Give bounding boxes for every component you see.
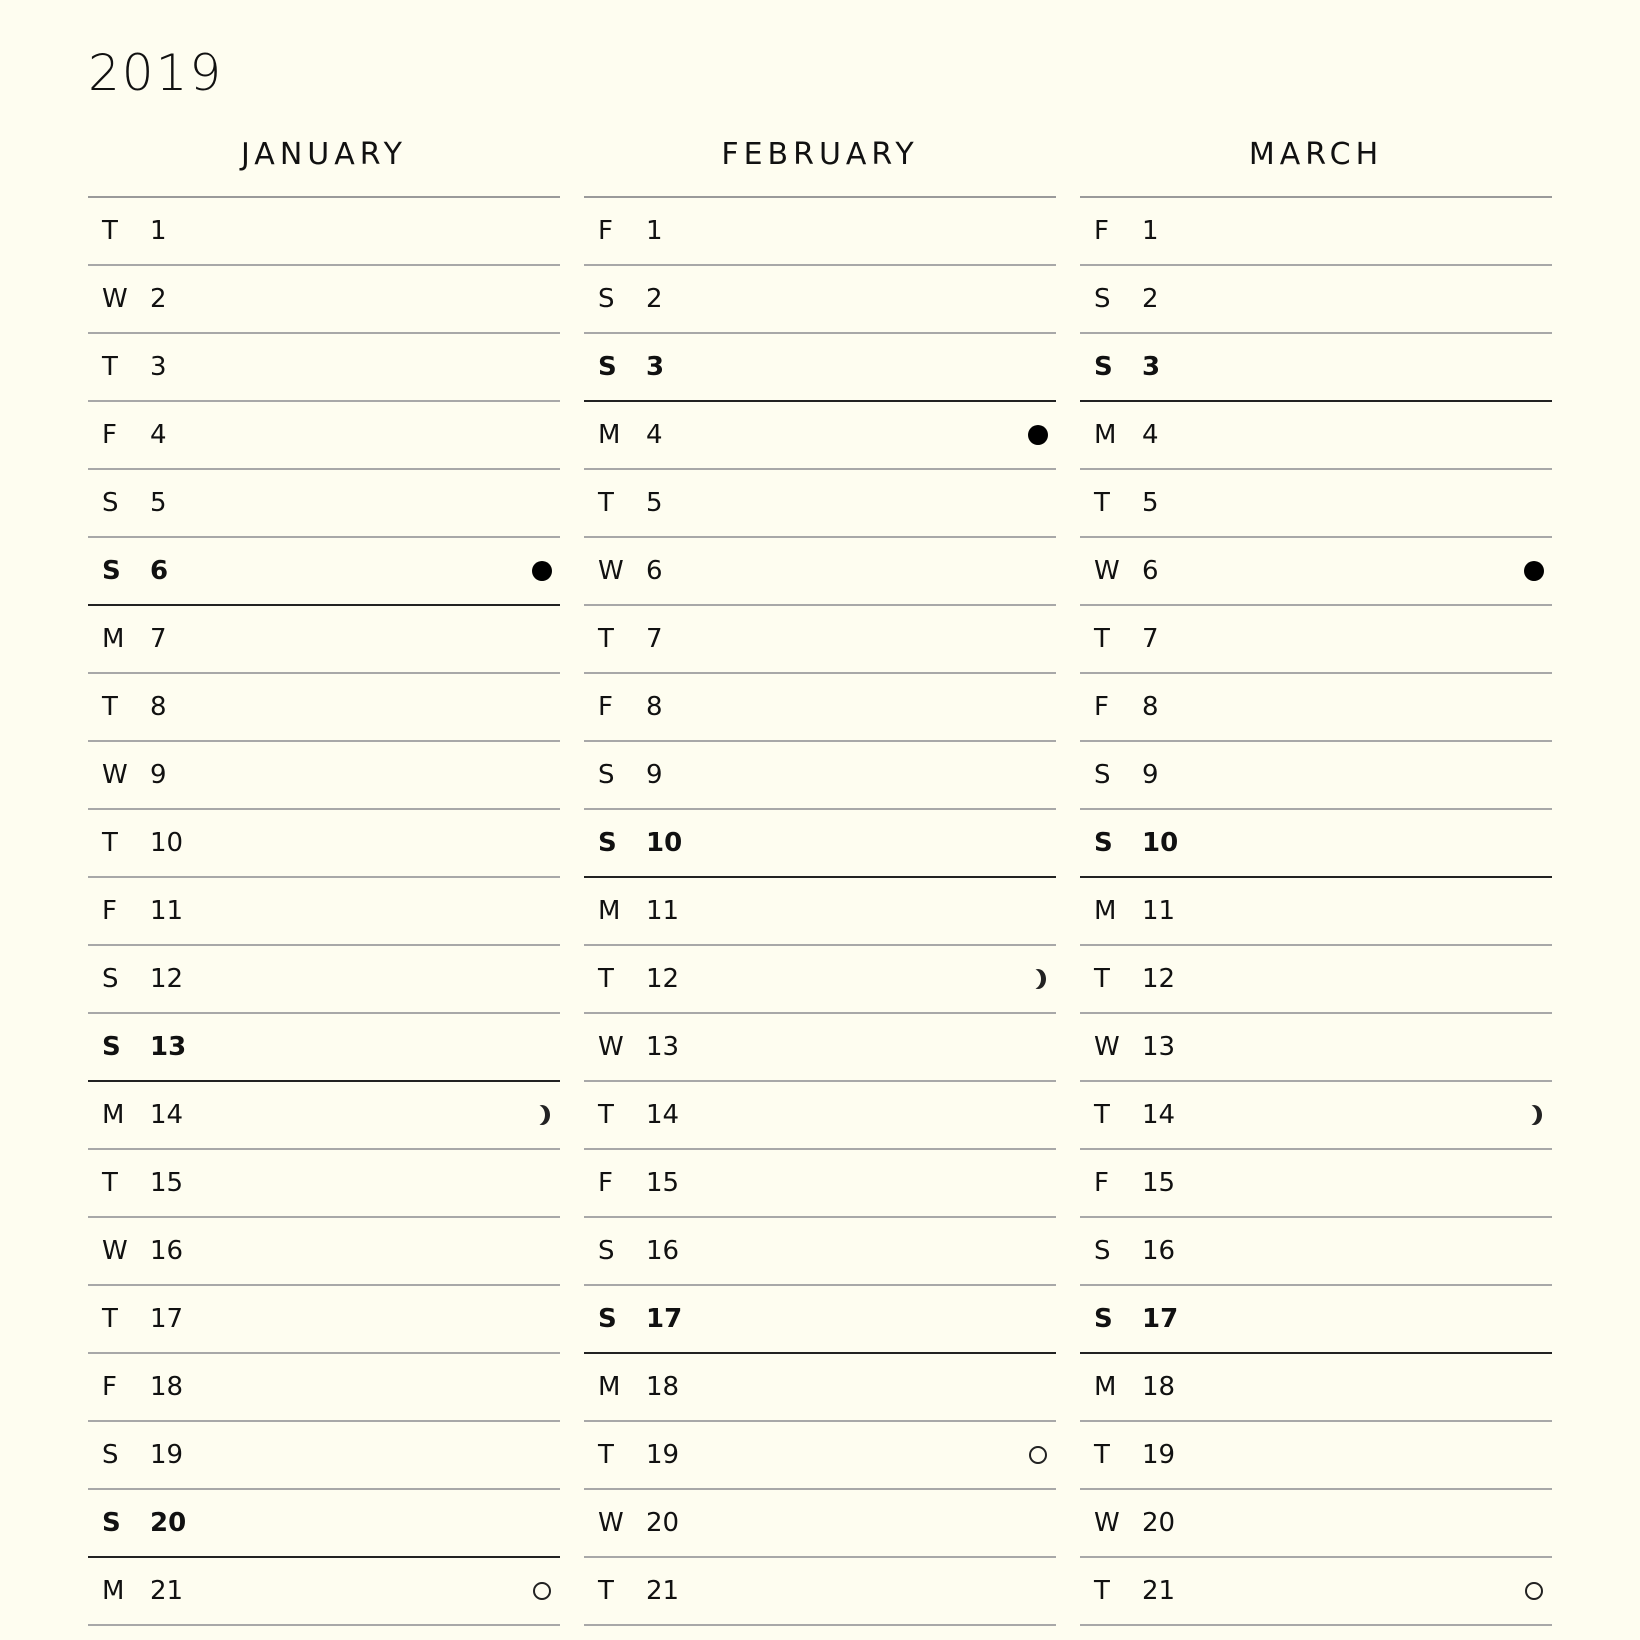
day-row: [1080, 402, 1552, 470]
day-row: [88, 1082, 560, 1150]
day-row: [584, 878, 1056, 946]
day-row: [584, 1014, 1056, 1082]
day-number: 13: [150, 1032, 187, 1062]
day-row: [88, 538, 560, 606]
day-list: [1080, 196, 1552, 1626]
day-number: 9: [1142, 760, 1159, 790]
day-number: 14: [646, 1100, 680, 1130]
day-of-week: T: [1094, 964, 1110, 994]
day-row: [1080, 1422, 1552, 1490]
day-row: [1080, 470, 1552, 538]
day-of-week: W: [1094, 1032, 1120, 1062]
day-row: [584, 1082, 1056, 1150]
day-number: 4: [646, 420, 663, 450]
day-row: [1080, 334, 1552, 402]
day-number: 15: [1142, 1168, 1176, 1198]
day-of-week: T: [102, 692, 118, 722]
day-row: [1080, 1354, 1552, 1422]
day-row: [584, 1150, 1056, 1218]
day-of-week: T: [102, 216, 118, 246]
day-row: [88, 674, 560, 742]
day-number: 7: [150, 624, 167, 654]
day-row: [1080, 1150, 1552, 1218]
day-row: [1080, 198, 1552, 266]
day-of-week: S: [598, 1236, 615, 1266]
day-of-week: T: [102, 1168, 118, 1198]
new-moon-icon: [1028, 425, 1048, 445]
full-moon-icon: [533, 1582, 551, 1600]
day-number: 4: [150, 420, 167, 450]
day-number: 19: [150, 1440, 184, 1470]
day-row: [88, 1558, 560, 1626]
day-of-week: S: [102, 556, 121, 586]
day-of-week: F: [102, 1372, 117, 1402]
day-number: 10: [1142, 828, 1179, 858]
day-number: 9: [646, 760, 663, 790]
day-row: [88, 1150, 560, 1218]
day-number: 15: [646, 1168, 680, 1198]
day-row: [584, 606, 1056, 674]
day-of-week: S: [102, 1032, 121, 1062]
day-row: [584, 402, 1056, 470]
day-number: 8: [1142, 692, 1159, 722]
day-number: 11: [1142, 896, 1176, 926]
day-number: 11: [646, 896, 680, 926]
day-number: 16: [1142, 1236, 1176, 1266]
day-number: 10: [150, 828, 184, 858]
day-of-week: W: [102, 760, 128, 790]
day-of-week: F: [598, 1168, 613, 1198]
day-number: 20: [150, 1508, 187, 1538]
day-row: [88, 810, 560, 878]
day-number: 17: [646, 1304, 683, 1334]
day-of-week: T: [598, 1440, 614, 1470]
day-number: 18: [150, 1372, 184, 1402]
day-number: 5: [1142, 488, 1159, 518]
day-of-week: S: [598, 352, 617, 382]
day-row: [1080, 538, 1552, 606]
day-number: 18: [646, 1372, 680, 1402]
day-row: [1080, 878, 1552, 946]
day-row: [1080, 1218, 1552, 1286]
day-of-week: S: [1094, 828, 1113, 858]
day-of-week: M: [1094, 896, 1117, 926]
day-of-week: F: [1094, 216, 1109, 246]
day-row: [584, 810, 1056, 878]
day-of-week: S: [598, 284, 615, 314]
day-number: 1: [646, 216, 663, 246]
day-number: 10: [646, 828, 683, 858]
day-row: [584, 742, 1056, 810]
day-number: 20: [646, 1508, 680, 1538]
day-row: [584, 946, 1056, 1014]
day-of-week: M: [1094, 420, 1117, 450]
day-row: [584, 1354, 1056, 1422]
day-number: 1: [150, 216, 167, 246]
day-row: [88, 606, 560, 674]
day-row: [88, 1354, 560, 1422]
day-list: [584, 196, 1056, 1626]
day-row: [88, 402, 560, 470]
new-moon-icon: [1524, 561, 1544, 581]
day-row: [88, 470, 560, 538]
month-name: FEBRUARY: [721, 137, 919, 172]
day-of-week: M: [598, 420, 621, 450]
day-of-week: W: [598, 1508, 624, 1538]
day-number: 3: [1142, 352, 1161, 382]
day-of-week: W: [598, 556, 624, 586]
day-of-week: T: [1094, 1100, 1110, 1130]
full-moon-icon: [1029, 1446, 1047, 1464]
day-number: 7: [1142, 624, 1159, 654]
day-row: [1080, 1082, 1552, 1150]
day-of-week: T: [598, 1576, 614, 1606]
day-row: [584, 1286, 1056, 1354]
new-moon-icon: [532, 561, 552, 581]
day-of-week: M: [102, 1576, 125, 1606]
day-row: [584, 1490, 1056, 1558]
day-row: [584, 470, 1056, 538]
day-number: 13: [1142, 1032, 1176, 1062]
day-number: 9: [150, 760, 167, 790]
day-row: [88, 1490, 560, 1558]
day-number: 3: [646, 352, 665, 382]
day-of-week: T: [598, 1100, 614, 1130]
day-row: [584, 1558, 1056, 1626]
day-row: [88, 1014, 560, 1082]
day-row: [584, 1218, 1056, 1286]
day-row: [1080, 810, 1552, 878]
day-number: 5: [150, 488, 167, 518]
day-row: [88, 742, 560, 810]
day-row: [88, 266, 560, 334]
day-of-week: S: [1094, 1236, 1111, 1266]
day-number: 12: [150, 964, 184, 994]
day-number: 19: [646, 1440, 680, 1470]
day-row: [1080, 266, 1552, 334]
month-name: MARCH: [1248, 137, 1384, 172]
day-of-week: W: [598, 1032, 624, 1062]
day-number: 7: [646, 624, 663, 654]
day-number: 8: [646, 692, 663, 722]
day-number: 16: [150, 1236, 184, 1266]
day-of-week: W: [1094, 1508, 1120, 1538]
day-of-week: W: [1094, 556, 1120, 586]
day-of-week: W: [102, 284, 128, 314]
day-row: [1080, 606, 1552, 674]
day-of-week: F: [1094, 692, 1109, 722]
day-of-week: T: [1094, 488, 1110, 518]
day-of-week: F: [598, 692, 613, 722]
day-of-week: T: [1094, 1440, 1110, 1470]
day-number: 6: [646, 556, 663, 586]
day-number: 21: [646, 1576, 680, 1606]
day-of-week: S: [102, 964, 119, 994]
day-number: 8: [150, 692, 167, 722]
day-row: [88, 1422, 560, 1490]
day-number: 19: [1142, 1440, 1176, 1470]
day-of-week: S: [102, 488, 119, 518]
day-of-week: S: [1094, 760, 1111, 790]
day-number: 2: [646, 284, 663, 314]
day-row: [88, 946, 560, 1014]
day-number: 14: [150, 1100, 184, 1130]
day-number: 21: [150, 1576, 184, 1606]
day-number: 21: [1142, 1576, 1176, 1606]
day-number: 20: [1142, 1508, 1176, 1538]
day-number: 6: [1142, 556, 1159, 586]
day-of-week: M: [102, 1100, 125, 1130]
day-row: [584, 266, 1056, 334]
day-number: 13: [646, 1032, 680, 1062]
day-number: 2: [1142, 284, 1159, 314]
day-of-week: S: [1094, 352, 1113, 382]
day-number: 15: [150, 1168, 184, 1198]
day-row: [1080, 1286, 1552, 1354]
day-of-week: T: [102, 1304, 118, 1334]
day-row: [88, 1218, 560, 1286]
day-row: [1080, 1558, 1552, 1626]
day-of-week: S: [598, 828, 617, 858]
day-of-week: S: [102, 1440, 119, 1470]
month-name: JANUARY: [240, 137, 407, 172]
day-of-week: T: [1094, 1576, 1110, 1606]
first-quarter-moon-icon: [534, 1105, 550, 1125]
day-of-week: T: [102, 828, 118, 858]
day-row: [88, 1286, 560, 1354]
day-row: [1080, 1490, 1552, 1558]
year-title: 2019: [88, 44, 224, 102]
day-of-week: T: [598, 624, 614, 654]
day-row: [88, 334, 560, 402]
day-of-week: T: [102, 352, 118, 382]
day-of-week: S: [598, 1304, 617, 1334]
day-list: [88, 196, 560, 1626]
day-row: [88, 198, 560, 266]
day-of-week: S: [1094, 284, 1111, 314]
day-of-week: M: [598, 1372, 621, 1402]
day-number: 11: [150, 896, 184, 926]
day-row: [1080, 742, 1552, 810]
day-of-week: S: [1094, 1304, 1113, 1334]
day-number: 1: [1142, 216, 1159, 246]
day-number: 14: [1142, 1100, 1176, 1130]
day-row: [1080, 946, 1552, 1014]
day-number: 17: [1142, 1304, 1179, 1334]
day-number: 17: [150, 1304, 184, 1334]
day-of-week: S: [598, 760, 615, 790]
day-row: [584, 538, 1056, 606]
day-row: [1080, 1014, 1552, 1082]
day-of-week: T: [598, 488, 614, 518]
full-moon-icon: [1525, 1582, 1543, 1600]
day-row: [584, 198, 1056, 266]
first-quarter-moon-icon: [1526, 1105, 1542, 1125]
day-number: 12: [1142, 964, 1176, 994]
day-of-week: F: [598, 216, 613, 246]
day-of-week: T: [1094, 624, 1110, 654]
day-row: [584, 334, 1056, 402]
first-quarter-moon-icon: [1030, 969, 1046, 989]
day-row: [584, 1422, 1056, 1490]
day-number: 3: [150, 352, 167, 382]
day-of-week: S: [102, 1508, 121, 1538]
day-number: 6: [150, 556, 169, 586]
day-number: 4: [1142, 420, 1159, 450]
day-of-week: M: [102, 624, 125, 654]
day-number: 5: [646, 488, 663, 518]
day-number: 18: [1142, 1372, 1176, 1402]
day-of-week: M: [1094, 1372, 1117, 1402]
day-of-week: W: [102, 1236, 128, 1266]
day-row: [88, 878, 560, 946]
day-row: [584, 674, 1056, 742]
day-of-week: F: [102, 896, 117, 926]
day-of-week: T: [598, 964, 614, 994]
day-of-week: F: [102, 420, 117, 450]
day-of-week: F: [1094, 1168, 1109, 1198]
day-number: 16: [646, 1236, 680, 1266]
day-of-week: M: [598, 896, 621, 926]
day-row: [1080, 674, 1552, 742]
day-number: 2: [150, 284, 167, 314]
day-number: 12: [646, 964, 680, 994]
